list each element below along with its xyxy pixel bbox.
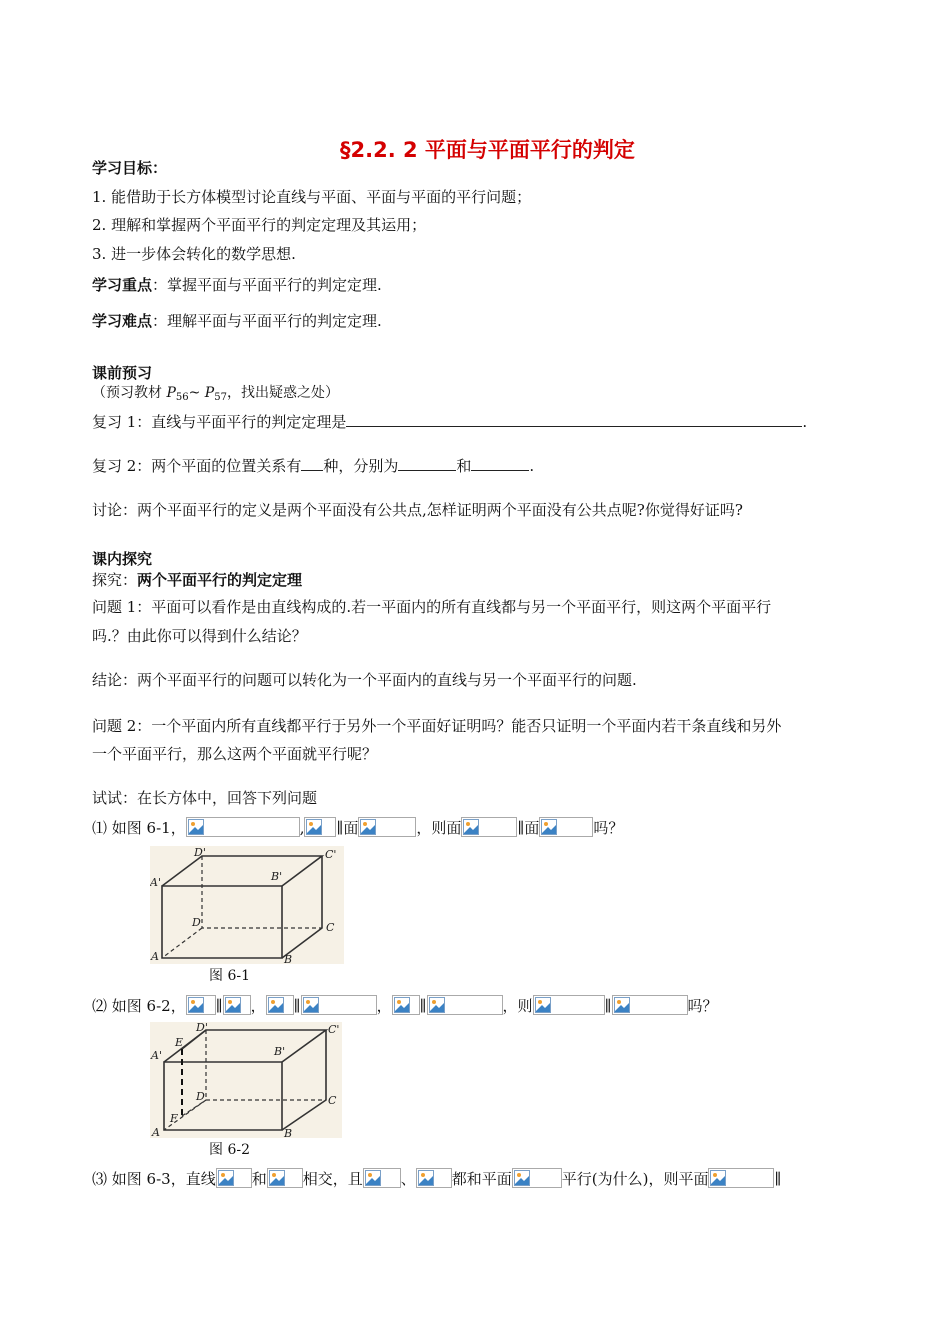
review-2 (92, 455, 534, 476)
vertex-label: B (284, 953, 293, 964)
image-placeholder (301, 995, 377, 1015)
review-2-blank-2[interactable] (398, 458, 456, 471)
item-3-b: 和 (251, 1170, 267, 1188)
key-point-label: 学习重点 (92, 276, 153, 294)
difficulty-text: ：理解平面与平面平行的判定定理. (152, 312, 382, 330)
item-1 (92, 817, 623, 838)
cuboid-diagram (150, 1022, 342, 1138)
explore-sub (92, 569, 302, 590)
image-placeholder (304, 817, 336, 837)
image-placeholder (392, 995, 420, 1015)
review-1-text: 复习 1：直线与平面平行的判定定理是 (92, 413, 347, 431)
review-1-blank[interactable] (346, 414, 802, 427)
review-2-blank-1[interactable] (301, 458, 323, 471)
page-ref-2-sub: 57 (214, 392, 227, 403)
item-2-h: ∥ (604, 997, 612, 1015)
review-2-c: 和 (456, 457, 472, 475)
preview-note-suffix: ，找出疑惑之处） (226, 385, 339, 401)
review-1 (92, 411, 807, 432)
item-3-d: 、 (400, 1170, 416, 1188)
figure-6-2-caption: 图 6-2 (209, 1142, 250, 1158)
broken-image-icon (188, 819, 204, 835)
vertex-label: C (328, 1094, 337, 1107)
vertex-label: D (196, 1090, 205, 1103)
cuboid-diagram (150, 846, 344, 964)
question-1-line-2: 吗.？由此你可以得到什么结论？ (92, 627, 307, 645)
difficulty (92, 310, 382, 331)
page-ref-1-sub: 56 (175, 392, 189, 403)
vertex-label: B' (271, 870, 283, 883)
item-3-a: ⑶ 如图 6-3，直线 (92, 1170, 216, 1188)
image-placeholder (186, 995, 216, 1015)
figure-6-1 (150, 846, 344, 964)
vertex-label: A (151, 950, 159, 963)
vertex-label: D' (196, 1022, 208, 1034)
page-ref-1: P (166, 385, 176, 401)
item-2-i: 吗？ (687, 997, 718, 1015)
preview-note-prefix: （预习教材 (92, 385, 167, 401)
image-placeholder (539, 817, 593, 837)
vertex-label: B' (274, 1045, 286, 1058)
image-placeholder (186, 817, 300, 837)
objective-1: 1. 能借助于长方体模型讨论直线与平面、平面与平面的平行问题； (92, 188, 532, 206)
vertex-label: A' (150, 876, 161, 889)
item-2-a: ⑵ 如图 6-2， (92, 997, 186, 1015)
broken-image-icon (710, 1170, 726, 1186)
broken-image-icon (268, 997, 284, 1013)
image-placeholder (512, 1168, 562, 1188)
conclusion: 结论：两个平面平行的问题可以转化为一个平面内的直线与另一个平面平行的问题. (92, 671, 637, 689)
item-2-d: ∥ (293, 997, 301, 1015)
tilde: ~ (188, 385, 205, 401)
item-2-c: ， (250, 997, 266, 1015)
broken-image-icon (360, 819, 376, 835)
key-point (92, 274, 382, 295)
review-2-b: 种，分别为 (323, 457, 399, 475)
vertex-label: A' (151, 1049, 162, 1062)
item-2-e: ， (376, 997, 392, 1015)
item-2-f: ∥ (419, 997, 427, 1015)
broken-image-icon (535, 997, 551, 1013)
item-1-f: 吗？ (593, 819, 624, 837)
objective-2: 2. 理解和掌握两个平面平行的判定定理及其运用； (92, 216, 427, 234)
review-1-end: . (802, 413, 808, 431)
review-2-blank-3[interactable] (471, 458, 529, 471)
page-ref-2: P (204, 385, 215, 401)
broken-image-icon (614, 997, 630, 1013)
vertex-label: C' (325, 848, 337, 861)
figure-6-1-caption: 图 6-1 (209, 968, 250, 984)
image-placeholder (266, 995, 294, 1015)
item-3-f: 平行(为什么)，则平面 (561, 1170, 709, 1188)
broken-image-icon (306, 819, 322, 835)
image-placeholder (223, 995, 251, 1015)
broken-image-icon (514, 1170, 530, 1186)
broken-image-icon (429, 997, 445, 1013)
question-1-line-1: 问题 1：平面可以看作是由直线构成的.若一平面内的所有直线都与另一个平面平行，则这两个平面平行 (92, 598, 772, 616)
objectives-label: 学习目标： (92, 159, 168, 177)
broken-image-icon (463, 819, 479, 835)
item-3-g: ∥ (774, 1170, 782, 1188)
question-2-line-2: 一个平面平行，那么这两个平面就平行呢？ (92, 745, 378, 763)
preview-heading: 课前预习 (92, 364, 153, 382)
page-title: §2.2. 2 平面与平面平行的判定 (340, 138, 635, 162)
question-2-line-1: 问题 2：一个平面内所有直线都平行于另外一个平面好证明吗？能否只证明一个平面内若干条直线和另外 (92, 717, 782, 735)
discussion: 讨论：两个平面平行的定义是两个平面没有公共点,怎样证明两个平面没有公共点呢?你觉得好证吗? (92, 501, 743, 519)
broken-image-icon (418, 1170, 434, 1186)
explore-sub-prefix: 探究： (92, 571, 138, 589)
broken-image-icon (394, 997, 410, 1013)
item-1-a: ⑴ 如图 6-1， (92, 819, 186, 837)
item-2-g: ，则 (502, 997, 533, 1015)
item-3-c: 相交，且 (302, 1170, 363, 1188)
review-2-d: . (529, 457, 535, 475)
item-1-e: ∥面 (517, 819, 540, 837)
item-2 (92, 995, 718, 1016)
vertex-label: C (326, 921, 335, 934)
image-placeholder (416, 1168, 452, 1188)
broken-image-icon (188, 997, 204, 1013)
item-3-e: 都和平面 (451, 1170, 512, 1188)
vertex-label: D (192, 916, 201, 929)
vertex-label: F (170, 1112, 178, 1125)
broken-image-icon (365, 1170, 381, 1186)
broken-image-icon (218, 1170, 234, 1186)
preview-note (92, 382, 339, 403)
try-prompt: 试试：在长方体中，回答下列问题 (92, 789, 318, 807)
explore-sub-title: 两个平面平行的判定定理 (137, 571, 303, 589)
image-placeholder (708, 1168, 774, 1188)
figure-6-2 (150, 1022, 342, 1138)
vertex-label: E (175, 1036, 184, 1049)
item-1-b: , (299, 819, 305, 837)
item-3 (92, 1168, 781, 1189)
image-placeholder (533, 995, 605, 1015)
image-placeholder (427, 995, 503, 1015)
image-placeholder (363, 1168, 401, 1188)
vertex-label: C' (328, 1023, 340, 1036)
image-placeholder (358, 817, 416, 837)
key-point-text: ：掌握平面与平面平行的判定定理. (152, 276, 382, 294)
explore-heading: 课内探究 (92, 550, 153, 568)
objective-3: 3. 进一步体会转化的数学思想. (92, 245, 296, 263)
image-placeholder (216, 1168, 252, 1188)
broken-image-icon (225, 997, 241, 1013)
image-placeholder (461, 817, 517, 837)
vertex-label: A (152, 1126, 160, 1138)
vertex-label: B (284, 1127, 293, 1138)
broken-image-icon (541, 819, 557, 835)
broken-image-icon (269, 1170, 285, 1186)
vertex-label: D' (194, 846, 206, 859)
difficulty-label: 学习难点 (92, 312, 153, 330)
review-2-a: 复习 2：两个平面的位置关系有 (92, 457, 302, 475)
image-placeholder (612, 995, 688, 1015)
item-1-d: ，则面 (416, 819, 462, 837)
item-2-b: ∥ (215, 997, 223, 1015)
image-placeholder (267, 1168, 303, 1188)
broken-image-icon (303, 997, 319, 1013)
item-1-c: ∥面 (336, 819, 359, 837)
